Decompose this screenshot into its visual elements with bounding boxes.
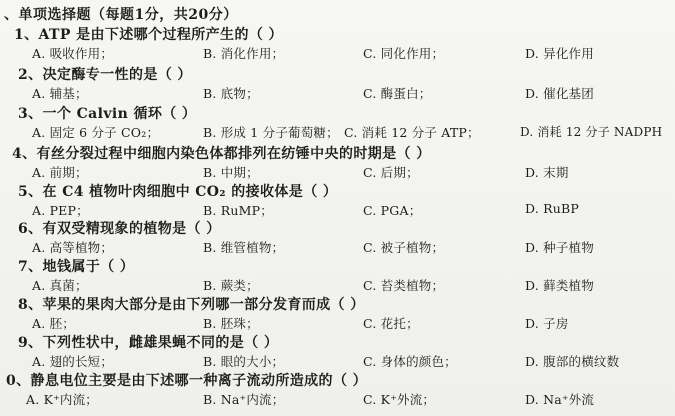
option-d[interactable]: D. 异化作用 xyxy=(525,46,594,61)
question-text: 决定酶专一性的是（ ） xyxy=(42,67,192,83)
question-stem xyxy=(18,332,278,352)
option-a[interactable]: A. 真菌； xyxy=(32,278,88,293)
option-c[interactable]: C. PGA； xyxy=(363,203,422,218)
question-stem xyxy=(6,370,367,390)
question-number: 8、 xyxy=(18,297,43,313)
option-a[interactable]: A. 胚； xyxy=(32,316,75,331)
question-number: 0、 xyxy=(6,373,31,389)
option-b[interactable]: B. Na⁺内流； xyxy=(203,392,285,407)
option-b[interactable]: B. 胚珠； xyxy=(203,316,259,331)
option-c[interactable]: C. 同化作用； xyxy=(363,46,445,61)
option-c[interactable]: C. 后期； xyxy=(363,165,419,180)
section-title: 、单项选择题（每题1分，共20分） xyxy=(4,7,238,23)
option-d[interactable]: D. 催化基团 xyxy=(525,86,594,101)
option-b[interactable]: B. 蕨类； xyxy=(203,278,259,293)
option-a[interactable]: A. 辅基； xyxy=(32,86,88,101)
question-1 xyxy=(0,24,675,60)
option-a[interactable]: A. 翅的长短； xyxy=(32,354,114,369)
option-c[interactable]: C. 酶蛋白； xyxy=(363,86,432,101)
option-d[interactable]: D. 消耗 12 分子 NADPH xyxy=(520,125,663,139)
option-c[interactable]: C. 苔类植物； xyxy=(363,278,445,293)
question-stem xyxy=(18,294,365,314)
question-number: 3、 xyxy=(18,106,43,122)
option-b[interactable]: B. 眼的大小； xyxy=(203,354,285,369)
question-stem xyxy=(18,64,192,84)
question-stem xyxy=(18,103,196,123)
question-text: 有双受精现象的植物是（ ） xyxy=(42,221,221,237)
question-number: 4、 xyxy=(12,146,37,162)
question-number: 6、 xyxy=(18,221,43,237)
question-number: 1、 xyxy=(14,27,39,43)
option-c[interactable]: C. 身体的颜色； xyxy=(363,354,457,369)
option-d[interactable]: D. 种子植物 xyxy=(525,240,594,255)
question-stem xyxy=(14,24,283,44)
option-d[interactable]: D. Na⁺外流 xyxy=(525,392,595,407)
question-number: 5、 xyxy=(18,184,43,200)
option-d[interactable]: D. 末期 xyxy=(525,165,569,180)
option-b[interactable]: B. 消化作用； xyxy=(203,46,285,61)
option-c[interactable]: C. K⁺外流； xyxy=(363,392,436,407)
option-b[interactable]: B. 底物； xyxy=(203,86,259,101)
question-number: 2、 xyxy=(18,67,43,83)
question-stem xyxy=(18,256,134,276)
question-2 xyxy=(0,64,675,100)
option-b[interactable]: B. RuMP； xyxy=(203,203,273,218)
option-a[interactable]: A. K⁺内流； xyxy=(26,392,99,407)
option-d[interactable]: D. 腹部的横纹数 xyxy=(525,354,620,369)
option-a[interactable]: A. 固定 6 分子 CO₂； xyxy=(32,125,160,140)
option-d[interactable]: D. 藓类植物 xyxy=(525,278,594,293)
option-c[interactable]: C. 消耗 12 分子 ATP； xyxy=(344,125,480,140)
question-text: 苹果的果肉大部分是由下列哪一部分发育而成（ ） xyxy=(42,297,365,313)
option-c[interactable]: C. 花托； xyxy=(363,316,419,331)
question-text: 有丝分裂过程中细胞内染色体都排列在纺锤中央的时期是（ ） xyxy=(36,146,431,162)
question-9 xyxy=(0,332,675,368)
question-text: 静息电位主要是由下述哪一种离子流动所造成的（ ） xyxy=(30,373,368,389)
option-a[interactable]: A. 前期； xyxy=(32,165,88,180)
question-6 xyxy=(0,218,675,254)
question-stem xyxy=(12,143,431,163)
option-a[interactable]: A. PEP； xyxy=(32,203,89,218)
option-a[interactable]: A. 吸收作用； xyxy=(32,46,114,61)
question-4 xyxy=(0,143,675,179)
option-b[interactable]: B. 形成 1 分子葡萄糖； xyxy=(203,125,339,140)
option-d[interactable]: D. RuBP xyxy=(525,201,579,216)
question-3 xyxy=(0,103,675,139)
question-5 xyxy=(0,181,675,217)
question-number: 9、 xyxy=(18,335,43,351)
question-8 xyxy=(0,294,675,330)
question-stem xyxy=(18,181,337,201)
option-b[interactable]: B. 维管植物； xyxy=(203,240,285,255)
question-10 xyxy=(0,370,675,406)
question-text: 地钱属于（ ） xyxy=(42,259,135,275)
option-d[interactable]: D. 子房 xyxy=(525,316,569,331)
option-a[interactable]: A. 高等植物； xyxy=(32,240,114,255)
question-text: 在 C4 植物叶肉细胞中 CO₂ 的接收体是（ ） xyxy=(42,184,338,200)
question-text: 下列性状中，雌雄果蝇不同的是（ ） xyxy=(42,335,279,351)
option-c[interactable]: C. 被子植物； xyxy=(363,240,445,255)
question-stem xyxy=(18,218,221,238)
question-7 xyxy=(0,256,675,292)
question-text: ATP 是由下述哪个过程所产生的（ ） xyxy=(38,27,283,43)
question-number: 7、 xyxy=(18,259,43,275)
question-text: 一个 Calvin 循环（ ） xyxy=(42,106,197,122)
option-b[interactable]: B. 中期； xyxy=(203,165,259,180)
